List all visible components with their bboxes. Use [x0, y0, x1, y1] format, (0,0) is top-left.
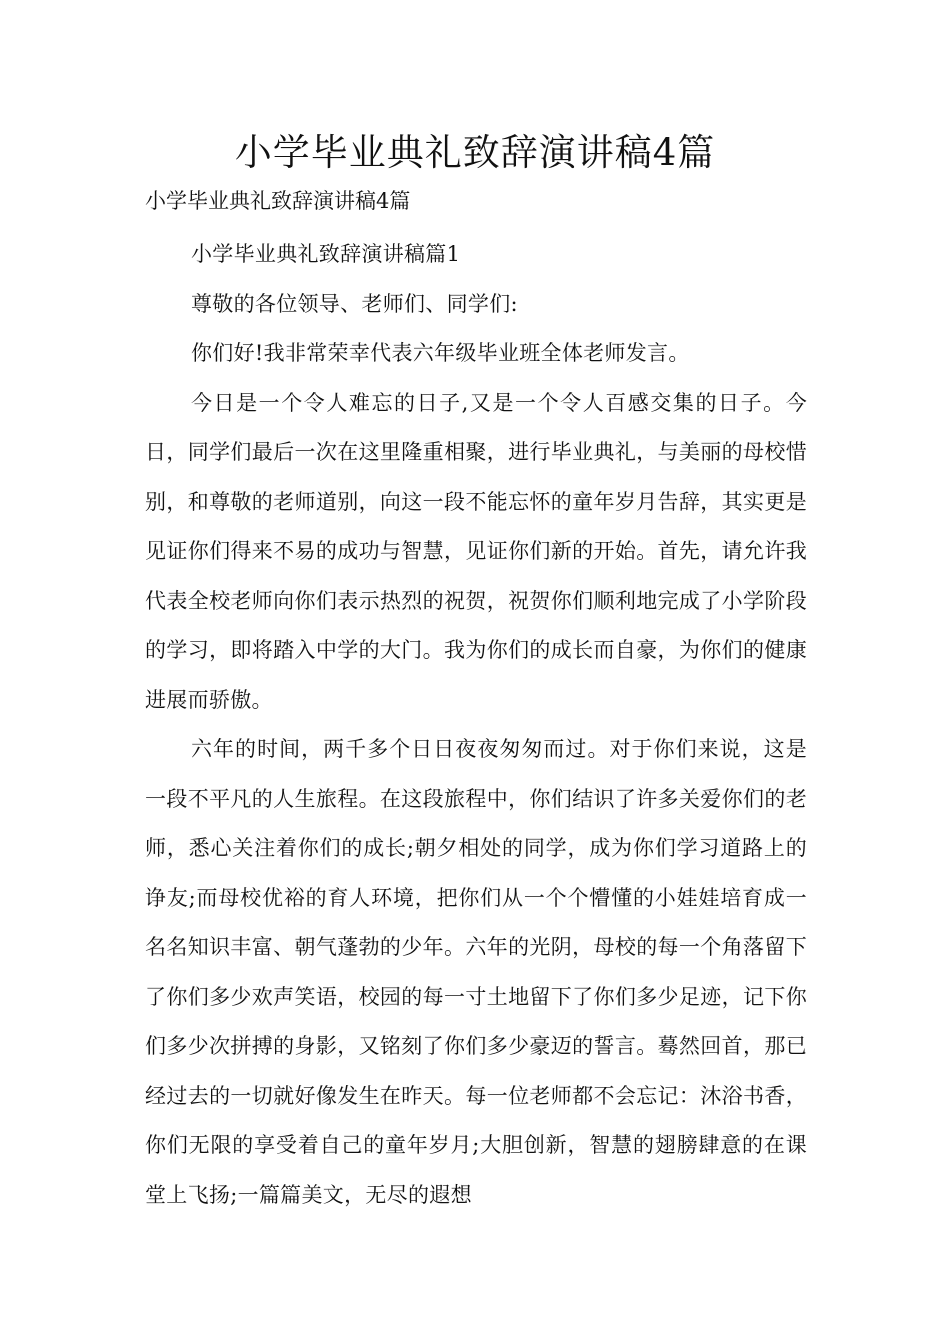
body-paragraph: 六年的时间，两千多个日日夜夜匆匆而过。对于你们来说，这是一段不平凡的人生旅程。在这段旅程中，你们结识了许多关爱你们的老师，悉心关注着你们的成长;朝夕相处的同学，成为你们学习道路上的诤友;而母校优裕的育人环境，把你们从一个个懵懂的小娃娃培育成一名名知识丰富、朝气蓬勃的少年。六年的光阴，母校的每一个角落留下了你们多少欢声笑语，校园的每一寸土地留下了你们多少足迹，记下你们多少次拼搏的身影，又铭刻了你们多少豪迈的誓言。蓦然回首，那已经过去的一切就好像发生在昨天。每一位老师都不会忘记：沐浴书香，你们无限的享受着自己的童年岁月;大胆创新，智慧的翅膀肆意的在课堂上飞扬;一篇篇美文，无尽的遐想 — [145, 737, 807, 1207]
document-title: 小学毕业典礼致辞演讲稿4篇 — [234, 131, 716, 174]
body-paragraph: 今日是一个令人难忘的日子,又是一个令人百感交集的日子。今日，同学们最后一次在这里隆重相聚，进行毕业典礼，与美丽的母校惜别，和尊敬的老师道别，向这一段不能忘怀的童年岁月告辞，其实更是见证你们得来不易的成功与智慧，见证你们新的开始。首先，请允许我代表全校老师向你们表示热烈的祝贺，祝贺你们顺利地完成了小学阶段的学习，即将踏入中学的大门。我为你们的成长而自豪，为你们的健康进展而骄傲。 — [145, 390, 807, 712]
document-body — [145, 230, 807, 1220]
document-subtitle: 小学毕业典礼致辞演讲稿4篇 — [145, 189, 411, 213]
salutation: 尊敬的各位领导、老师们、同学们: — [191, 291, 518, 316]
greeting-paragraph: 你们好!我非常荣幸代表六年级毕业班全体老师发言。 — [191, 341, 690, 365]
section-heading: 小学毕业典礼致辞演讲稿篇1 — [191, 242, 461, 266]
